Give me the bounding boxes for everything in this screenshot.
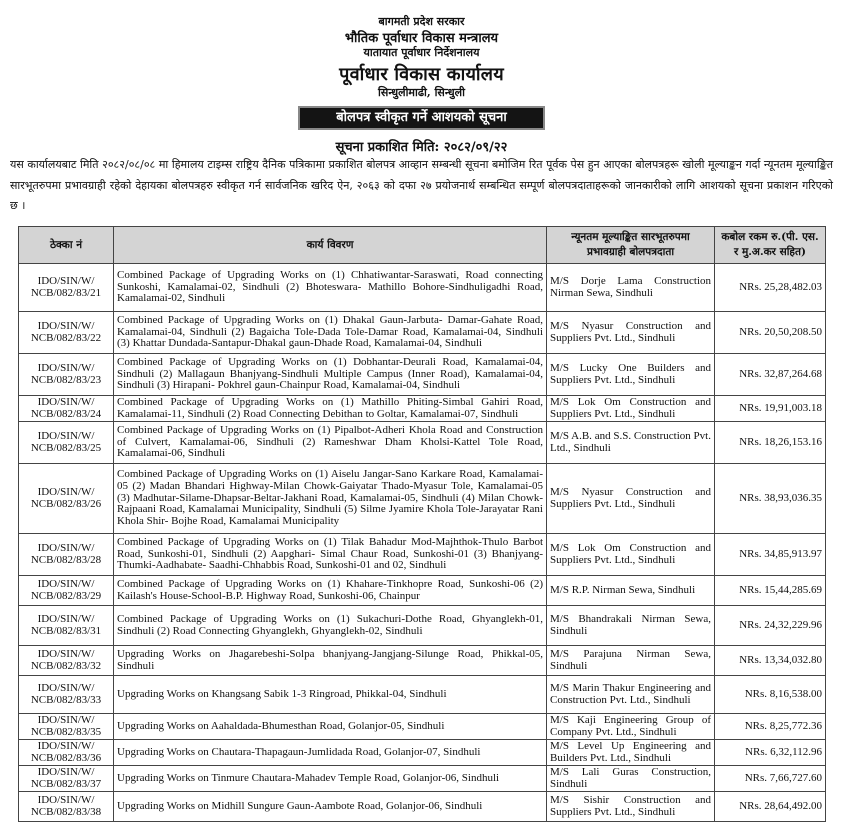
table-row xyxy=(19,464,826,534)
bidder-cell: M/S Nyasur Construction and Suppliers Pvt. Ltd., Sindhuli xyxy=(547,464,715,534)
table-header-row xyxy=(19,227,826,264)
bidder-cell: M/S Bhandrakali Nirman Sewa, Sindhuli xyxy=(547,606,715,646)
table-row xyxy=(19,606,826,646)
notice-title-banner: बोलपत्र स्वीकृत गर्ने आशयको सूचना xyxy=(298,106,545,130)
header-description: कार्य विवरण xyxy=(114,227,547,264)
contract-no-cell: IDO/SIN/W/ NCB/082/83/28 xyxy=(19,534,114,576)
table-row xyxy=(19,422,826,464)
contract-no-cell: IDO/SIN/W/ NCB/082/83/21 xyxy=(19,264,114,312)
bid-amount-cell: NRs. 8,16,538.00 xyxy=(715,676,826,714)
work-description-cell: Combined Package of Upgrading Works on (1) Chhatiwantar-Saraswati, Road connecting Sunkoshi, Kamalamai-02, Sindhuli (2) Bhoteswara- Mathillo Bohore-Sindhuligadhi Road, Kamalamai-02, Sindhuli xyxy=(114,264,547,312)
table-row xyxy=(19,646,826,676)
work-description-cell: Upgrading Works on Chautara-Thapagaun-Jumlidada Road, Golanjor-07, Sindhuli xyxy=(114,740,547,766)
bidder-cell: M/S Lok Om Construction and Suppliers Pvt. Ltd., Sindhuli xyxy=(547,534,715,576)
table-row xyxy=(19,676,826,714)
bid-amount-cell: NRs. 24,32,229.96 xyxy=(715,606,826,646)
work-description-cell: Combined Package of Upgrading Works on (1) Khahare-Tinkhopre Road, Sunkoshi-06 (2) Kailash's House-School-B.P. Highway Road, Sunkoshi-06, Chainpur xyxy=(114,576,547,606)
contract-no-cell: IDO/SIN/W/ NCB/082/83/31 xyxy=(19,606,114,646)
bid-amount-cell: NRs. 28,64,492.00 xyxy=(715,792,826,822)
bid-amount-cell: NRs. 34,85,913.97 xyxy=(715,534,826,576)
government-name: बागमती प्रदेश सरकार xyxy=(378,15,465,28)
work-description-cell: Combined Package of Upgrading Works on (1) Tilak Bahadur Mod-Majhthok-Thulo Barbot Road, Sunkoshi-01, Sindhuli (2) Aapghari- Simal Chaur Road, Sunkoshi-01 (3) Bhanjyang-Thumki-Aadhabate- Saadhi-Chhabbis Road, Sunkoshi-01 and 02, Sindhuli xyxy=(114,534,547,576)
work-description-cell: Upgrading Works on Jhagarebeshi-Solpa bhanjyang-Jangjang-Silunge Road, Phikkal-05, Sindhuli xyxy=(114,646,547,676)
bidder-cell: M/S Nyasur Construction and Suppliers Pvt. Ltd., Sindhuli xyxy=(547,312,715,354)
bidder-cell: M/S Level Up Engineering and Builders Pvt. Ltd., Sindhuli xyxy=(547,740,715,766)
contract-no-cell: IDO/SIN/W/ NCB/082/83/29 xyxy=(19,576,114,606)
contract-no-cell: IDO/SIN/W/ NCB/082/83/24 xyxy=(19,396,114,422)
contract-no-cell: IDO/SIN/W/ NCB/082/83/35 xyxy=(19,714,114,740)
table-row xyxy=(19,766,826,792)
table-row xyxy=(19,740,826,766)
contract-no-cell: IDO/SIN/W/ NCB/082/83/32 xyxy=(19,646,114,676)
work-description-cell: Combined Package of Upgrading Works on (1) Dobhantar-Deurali Road, Kamalamai-04, Sindhuli (2) Mallagaun Bhanjyang-Sindhuli Multiple Campus (Inner Road), Kamalamai-04, Sindhuli (3) Hirapani- Pokhrel gaun-Chainpur Road, Kamalamai-04, Sindhuli xyxy=(114,354,547,396)
bidder-cell: M/S Sishir Construction and Suppliers Pvt. Ltd., Sindhuli xyxy=(547,792,715,822)
bidder-cell: M/S Lucky One Builders and Suppliers Pvt. Ltd., Sindhuli xyxy=(547,354,715,396)
table-row xyxy=(19,354,826,396)
tender-table xyxy=(18,226,826,822)
table-row xyxy=(19,792,826,822)
office-name: पूर्वाधार विकास कार्यालय xyxy=(339,64,504,85)
contract-no-cell: IDO/SIN/W/ NCB/082/83/26 xyxy=(19,464,114,534)
header-bidder: न्यूनतम मूल्याङ्कित सारभूतरुपमा प्रभावग्राही बोलपत्रदाता xyxy=(547,227,715,264)
publication-date: सूचना प्रकाशित मिति: २०८२/०९/२२ xyxy=(335,140,508,155)
work-description-cell: Upgrading Works on Tinmure Chautara-Mahadev Temple Road, Golanjor-06, Sindhuli xyxy=(114,766,547,792)
bid-amount-cell: NRs. 6,32,112.96 xyxy=(715,740,826,766)
contract-no-cell: IDO/SIN/W/ NCB/082/83/36 xyxy=(19,740,114,766)
table-row xyxy=(19,264,826,312)
office-location: सिन्धुलीमाढी, सिन्धुली xyxy=(378,86,465,99)
work-description-cell: Upgrading Works on Khangsang Sabik 1-3 Ringroad, Phikkal-04, Sindhuli xyxy=(114,676,547,714)
work-description-cell: Combined Package of Upgrading Works on (1) Mathillo Phiting-Simbal Gahiri Road, Kamalamai-11, Sindhuli (2) Road Connecting Debithan to Goltar, Kamalamai-07, Sindhuli xyxy=(114,396,547,422)
bidder-cell: M/S Marin Thakur Engineering and Construction Pvt. Ltd., Sindhuli xyxy=(547,676,715,714)
bid-amount-cell: NRs. 15,44,285.69 xyxy=(715,576,826,606)
bidder-cell: M/S Kaji Engineering Group of Company Pvt. Ltd., Sindhuli xyxy=(547,714,715,740)
bid-amount-cell: NRs. 18,26,153.16 xyxy=(715,422,826,464)
bid-amount-cell: NRs. 13,34,032.80 xyxy=(715,646,826,676)
header-amount: कबोल रकम रु.(पी. एस. र मु.अ.कर सहित) xyxy=(715,227,826,264)
work-description-cell: Combined Package of Upgrading Works on (1) Pipalbot-Adheri Khola Road and Construction of Culvert, Kamalamai-06, Sindhuli (2) Rameshwar Dham Kholsi-Kattel Tole Road, Kamalamai-06, Sindhuli xyxy=(114,422,547,464)
contract-no-cell: IDO/SIN/W/ NCB/082/83/22 xyxy=(19,312,114,354)
bid-amount-cell: NRs. 20,50,208.50 xyxy=(715,312,826,354)
bid-amount-cell: NRs. 7,66,727.60 xyxy=(715,766,826,792)
table-row xyxy=(19,396,826,422)
table-row xyxy=(19,576,826,606)
bidder-cell: M/S A.B. and S.S. Construction Pvt. Ltd., Sindhuli xyxy=(547,422,715,464)
header-contract-no: ठेक्का नं xyxy=(19,227,114,264)
bidder-cell: M/S Lali Guras Construction, Sindhuli xyxy=(547,766,715,792)
table-row xyxy=(19,312,826,354)
bidder-cell: M/S R.P. Nirman Sewa, Sindhuli xyxy=(547,576,715,606)
directorate-name: यातायात पूर्वाधार निर्देशनालय xyxy=(363,46,480,59)
bidder-cell: M/S Dorje Lama Construction Nirman Sewa, Sindhuli xyxy=(547,264,715,312)
contract-no-cell: IDO/SIN/W/ NCB/082/83/38 xyxy=(19,792,114,822)
table-row xyxy=(19,714,826,740)
work-description-cell: Upgrading Works on Aahaldada-Bhumesthan Road, Golanjor-05, Sindhuli xyxy=(114,714,547,740)
bid-amount-cell: NRs. 32,87,264.68 xyxy=(715,354,826,396)
bid-amount-cell: NRs. 25,28,482.03 xyxy=(715,264,826,312)
bid-amount-cell: NRs. 19,91,003.18 xyxy=(715,396,826,422)
table-body xyxy=(19,264,826,822)
bid-amount-cell: NRs. 8,25,772.36 xyxy=(715,714,826,740)
work-description-cell: Combined Package of Upgrading Works on (1) Aiselu Jangar-Sano Karkare Road, Kamalamai-05 (2) Madan Bhandari Highway-Milan Chowk-Gaiyatar Thado-Myasur Tole, Kamalamai-05 (3) Madhutar-Silame-Dhapsar-Beltar-Jakhani Road, Kamalamai-05, Sindhuli (4) Milan Chowk-Rajpaani Road, Kamalamai Municipality, Sindhuli (5) Silme Jyamire Khola Tole-Jarayatar Rani Khola Shir- Bojhe Road, Kamalamai Municipality xyxy=(114,464,547,534)
table-row xyxy=(19,534,826,576)
work-description-cell: Combined Package of Upgrading Works on (1) Sukachuri-Dothe Road, Ghyanglekh-01, Sindhuli (2) Road Connecting Ghyanglekh, Ghyanglekh-02, Sindhuli xyxy=(114,606,547,646)
bid-amount-cell: NRs. 38,93,036.35 xyxy=(715,464,826,534)
contract-no-cell: IDO/SIN/W/ NCB/082/83/23 xyxy=(19,354,114,396)
bidder-cell: M/S Lok Om Construction and Suppliers Pvt. Ltd., Sindhuli xyxy=(547,396,715,422)
bidder-cell: M/S Parajuna Nirman Sewa, Sindhuli xyxy=(547,646,715,676)
contract-no-cell: IDO/SIN/W/ NCB/082/83/33 xyxy=(19,676,114,714)
contract-no-cell: IDO/SIN/W/ NCB/082/83/37 xyxy=(19,766,114,792)
work-description-cell: Combined Package of Upgrading Works on (1) Dhakal Gaun-Jarbuta- Damar-Gahate Road, Kamalamai-04, Sindhuli (2) Bagaicha Tole-Dada Tole-Damar Road, Kamalamai-04, Sindhuli (3) Khattar Dundada-Santapur-Dhakal gaun-Dhade Road, Kamalamai-04, Sindhuli xyxy=(114,312,547,354)
intro-paragraph: यस कार्यालयबाट मिति २०८२/०८/०८ मा हिमालय टाइम्स राष्ट्रिय दैनिक पत्रिकामा प्रकाशित बोलपत्र आव्हान सम्बन्धी सूचना बमोजिम रित पूर्वक पेस हुन आएका बोलपत्रहरू खोली मूल्याङ्कन गर्दा न्यूनतम मूल्याङ्कित सारभूतरुपमा प्रभावग्राही रहेको देहायका बोलपत्रहरु स्वीकृत गर्न सार्वजनिक खरिद ऐन, २०६३ को दफा २७ प्रयोजनार्थ सम्बन्धित सम्पूर्ण बोलपत्रदाताहरूको जानकारीको लागि आशयको सूचना प्रकाशन गरिएको छ । xyxy=(10,158,833,212)
work-description-cell: Upgrading Works on Midhill Sungure Gaun-Aambote Road, Golanjor-06, Sindhuli xyxy=(114,792,547,822)
contract-no-cell: IDO/SIN/W/ NCB/082/83/25 xyxy=(19,422,114,464)
ministry-name: भौतिक पूर्वाधार विकास मन्त्रालय xyxy=(344,31,499,46)
